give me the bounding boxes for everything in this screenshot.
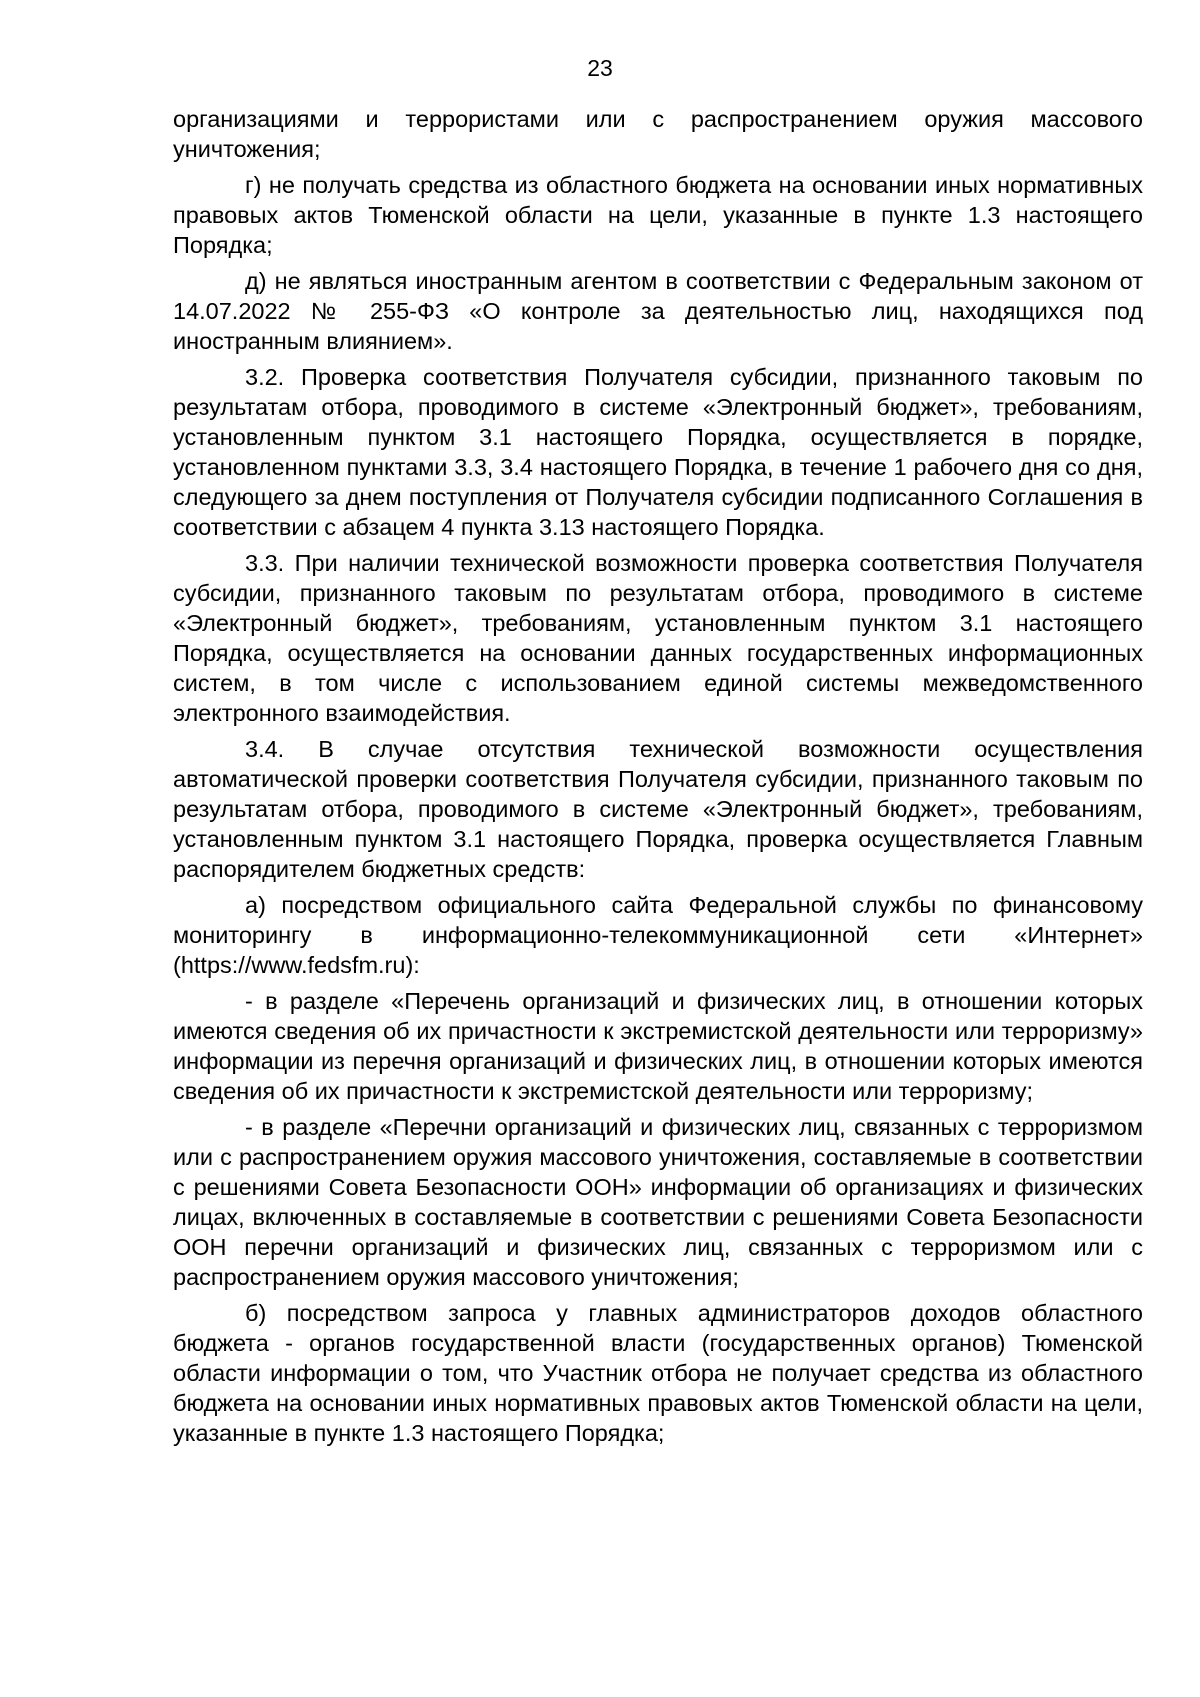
paragraph-clause-3-3: 3.3. При наличии технической возможности проверка соответствия Получателя субсидии, признанного таковым по результатам отбора, проводимого в системе «Электронный бюджет», требованиям, установленным пунктом 3.1 настоящего Порядка, осуществляется на основании данных государственных информационных систем, в том числе с использованием единой системы межведомственного электронного взаимодействия.	[173, 550, 1143, 726]
paragraph-item-g: г) не получать средства из областного бюджета на основании иных нормативных правовых актов Тюменской области на цели, указанные в пункте 1.3 настоящего Порядка;	[173, 172, 1143, 258]
paragraph-item-d: д) не являться иностранным агентом в соответствии с Федеральным законом от 14.07.2022 № 255-ФЗ «О контроле за деятельностью лиц, находящихся под иностранным влиянием».	[173, 268, 1143, 354]
paragraph-clause-3-4: 3.4. В случае отсутствия технической возможности осуществления автоматической проверки соответствия Получателя субсидии, признанного таковым по результатам отбора, проводимого в системе «Электронный бюджет», требованиям, установленным пунктом 3.1 настоящего Порядка, проверка осуществляется Главным распорядителем бюджетных средств:	[173, 736, 1143, 882]
paragraph-item-b: б) посредством запроса у главных администраторов доходов областного бюджета - органов государственной власти (государственных органов) Тюменской области информации о том, что Участник отбора не получает средства из областного бюджета на основании иных нормативных правовых актов Тюменской области на цели, указанные в пункте 1.3 настоящего Порядка;	[173, 1300, 1143, 1446]
paragraph-item-a: а) посредством официального сайта Федеральной службы по финансовому мониторингу в информационно-телекоммуникационной сети «Интернет» (https://www.fedsfm.ru):	[173, 892, 1143, 978]
paragraph-dash-2: - в разделе «Перечни организаций и физических лиц, связанных с терроризмом или с распространением оружия массового уничтожения, составляемые в соответствии с решениями Совета Безопасности ООН» информации об организациях и физических лицах, включенных в составляемые в соответствии с решениями Совета Безопасности ООН перечни организаций и физических лиц, связанных с терроризмом или с распространением оружия массового уничтожения;	[173, 1114, 1143, 1290]
paragraph-clause-3-2: 3.2. Проверка соответствия Получателя субсидии, признанного таковым по результатам отбора, проводимого в системе «Электронный бюджет», требованиям, установленным пунктом 3.1 настоящего Порядка, осуществляется в порядке, установленном пунктами 3.3, 3.4 настоящего Порядка, в течение 1 рабочего дня со дня, следующего за днем поступления от Получателя субсидии подписанного Соглашения в соответствии с абзацем 4 пункта 3.13 настоящего Порядка.	[173, 364, 1143, 540]
page-number: 23	[587, 55, 613, 81]
document-body	[173, 104, 1143, 1454]
paragraph-continuation: организациями и террористами или с распространением оружия массового уничтожения;	[173, 106, 1143, 162]
paragraph-dash-1: - в разделе «Перечень организаций и физических лиц, в отношении которых имеются сведения об их причастности к экстремистской деятельности или терроризму» информации из перечня организаций и физических лиц, в отношении которых имеются сведения об их причастности к экстремистской деятельности или терроризму;	[173, 988, 1143, 1104]
